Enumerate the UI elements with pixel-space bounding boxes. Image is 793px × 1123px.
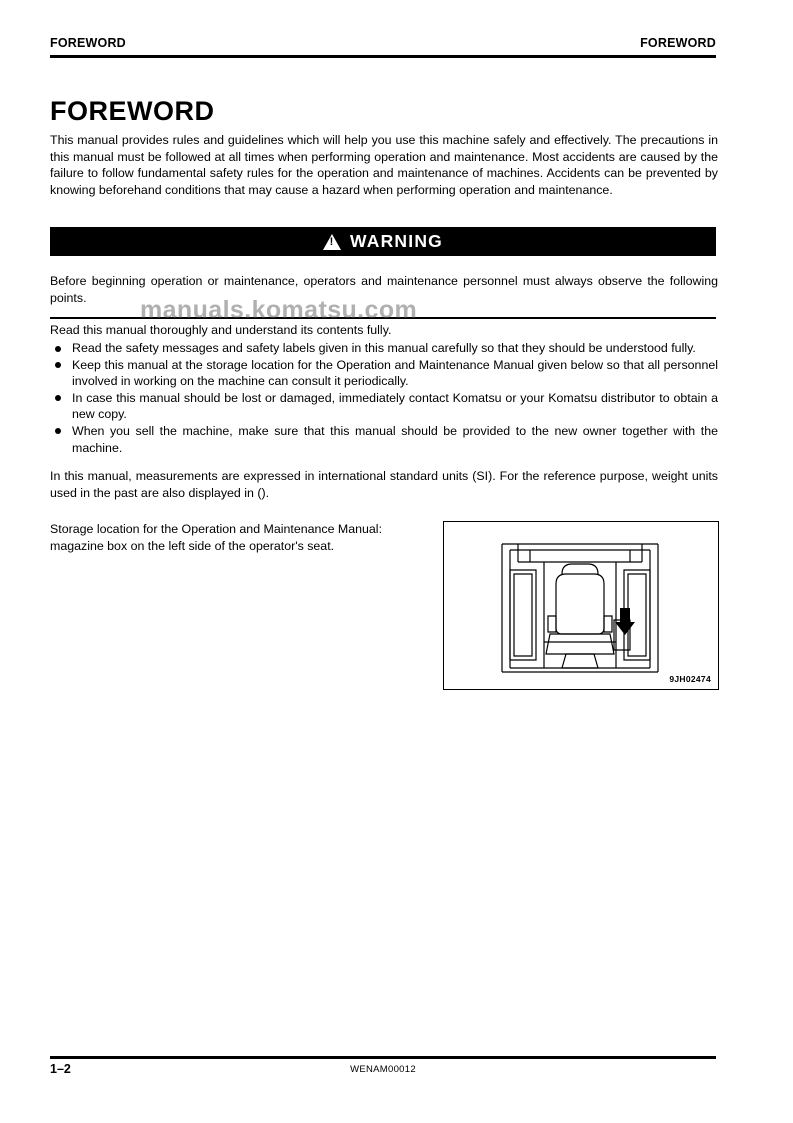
figure-code: 9JH02474 bbox=[669, 674, 711, 684]
bullet-dot-icon bbox=[55, 362, 61, 368]
bullet-dot-icon bbox=[55, 428, 61, 434]
page-header bbox=[50, 36, 716, 50]
header-left-title: FOREWORD bbox=[50, 36, 126, 50]
bullet-dot-icon bbox=[55, 346, 61, 352]
list-item bbox=[50, 390, 718, 423]
post-warning-paragraph: Before beginning operation or maintenance, operators and maintenance personnel must always observe the following points. bbox=[50, 274, 718, 305]
si-units-note: In this manual, measurements are expressed in international standard units (SI). For the reference purpose, weight units used in the past are also displayed in (). bbox=[50, 469, 718, 500]
footer-document-code: WENAM00012 bbox=[350, 1064, 416, 1075]
list-item-text: In case this manual should be lost or damaged, immediately contact Komatsu or your Komatsu distributor to obtain a new copy. bbox=[72, 390, 718, 422]
header-right-title: FOREWORD bbox=[640, 36, 716, 50]
warning-label: WARNING bbox=[350, 231, 443, 251]
storage-location-note: Storage location for the Operation and Maintenance Manual: magazine box on the left side of the operator's seat. bbox=[50, 522, 383, 553]
operator-cab-interior-diagram bbox=[444, 522, 716, 687]
watermark: manuals.komatsu.com bbox=[140, 296, 418, 324]
footer-page-number: 1–2 bbox=[50, 1062, 71, 1076]
list-item-text: Keep this manual at the storage location for the Operation and Maintenance Manual given below so that all personnel involved in working on the machine can consult it periodically. bbox=[72, 357, 718, 389]
pointer-arrow-icon bbox=[615, 608, 635, 635]
header-divider bbox=[50, 55, 716, 58]
intro-paragraph: This manual provides rules and guidelines which will help you use this machine safely and effectively. The precautions in this manual must be followed at all times when performing operation and maintenance. Most accidents are caused by the failure to follow fundamental safety rules for the operation and maintenance of machines. Accidents can be prevented by knowing beforehand conditions that may cause a hazard when performing operation and maintenance. bbox=[50, 133, 718, 197]
list-item bbox=[50, 340, 718, 357]
read-manual-line: Read this manual thoroughly and understand its contents fully. bbox=[50, 323, 392, 337]
bullet-list bbox=[50, 340, 718, 456]
warning-banner-content bbox=[323, 231, 443, 252]
list-item-text: When you sell the machine, make sure that this manual should be provided to the new owner together with the machine. bbox=[72, 423, 718, 455]
list-item bbox=[50, 357, 718, 390]
list-item bbox=[50, 423, 718, 456]
list-item-text: Read the safety messages and safety labels given in this manual carefully so that they should be understood fully. bbox=[72, 341, 696, 355]
bullet-dot-icon bbox=[55, 395, 61, 401]
warning-triangle-icon bbox=[323, 234, 341, 250]
warning-banner bbox=[50, 227, 716, 256]
footer-divider bbox=[50, 1056, 716, 1059]
page-title: FOREWORD bbox=[50, 96, 215, 126]
cab-interior-figure bbox=[443, 521, 719, 690]
section-divider bbox=[50, 317, 716, 319]
